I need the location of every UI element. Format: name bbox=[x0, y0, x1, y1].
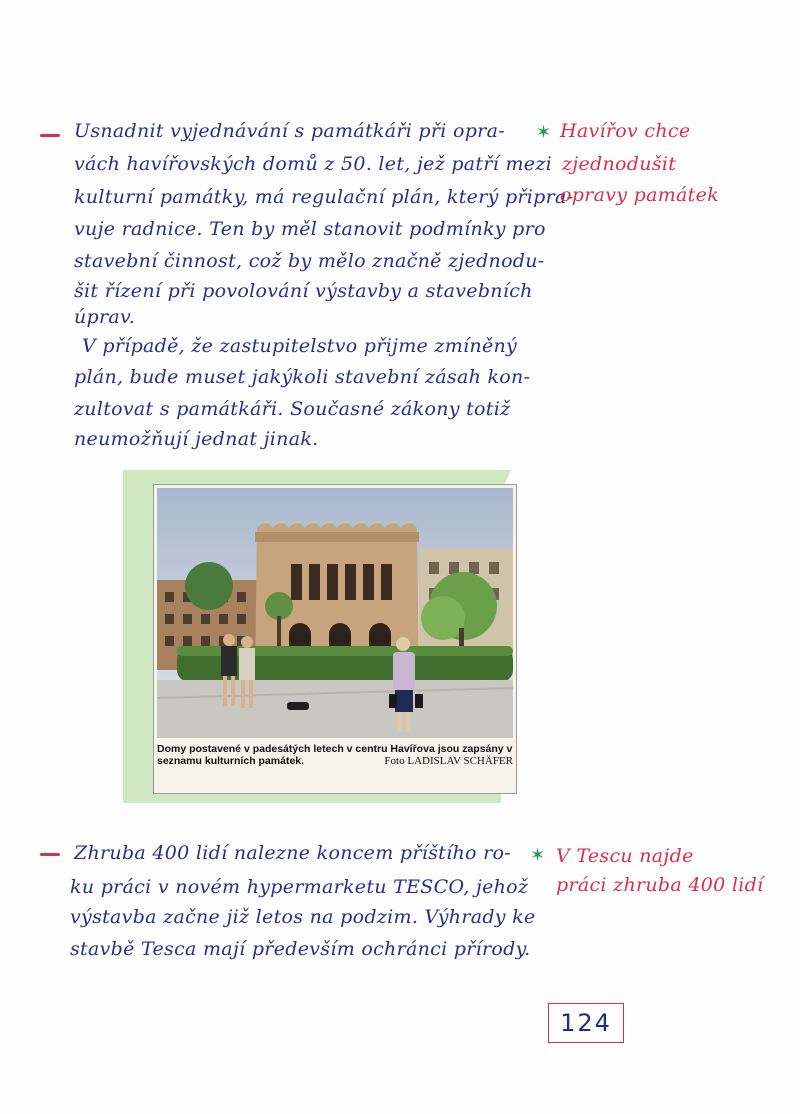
building-photo-image bbox=[157, 488, 513, 738]
text-line: vách havířovských domů z 50. let, jež patří mezi bbox=[74, 153, 553, 175]
text-line: vuje radnice. Ten by měl stanovit podmínky pro bbox=[74, 218, 546, 240]
note-line: Havířov chce bbox=[560, 120, 691, 142]
building-photo bbox=[157, 488, 513, 738]
text-line: úprav. bbox=[74, 306, 136, 328]
note-line: V Tescu najde bbox=[556, 845, 694, 867]
text-line: plán, bude muset jakýkoli stavební zásah kon- bbox=[74, 366, 531, 388]
text-line: výstavba začne již letos na podzim. Výhrady ke bbox=[70, 906, 536, 928]
text-line: neumožňují jednat jinak. bbox=[74, 428, 319, 450]
text-line: Usnadnit vyjednávání s památkáři při opra- bbox=[74, 120, 505, 142]
caption-text: Domy postavené v padesátých letech v centru Havířova jsou zapsány v seznamu kulturních památek. bbox=[157, 743, 513, 767]
star-mark-icon: ✶ bbox=[530, 845, 546, 866]
newspaper-clipping bbox=[153, 484, 517, 794]
photo-credit: Foto LADISLAV SCHÄFER bbox=[384, 755, 513, 767]
note-line: práci zhruba 400 lidí bbox=[556, 874, 764, 896]
text-line: ku práci v novém hypermarketu TESCO, jehož bbox=[70, 876, 529, 898]
text-line: V případě, že zastupitelstvo přijme zmíněný bbox=[82, 335, 518, 357]
bullet-dash bbox=[40, 134, 60, 137]
text-line: stavební činnost, což by mělo značně zjednodu- bbox=[74, 250, 545, 272]
note-line: opravy památek bbox=[560, 184, 719, 206]
text-line: Zhruba 400 lidí nalezne koncem příštího ro- bbox=[74, 842, 511, 864]
bullet-dash bbox=[40, 853, 60, 856]
page-number: 124 bbox=[548, 1003, 624, 1043]
text-line: šit řízení při povolování výstavby a stavebních bbox=[74, 280, 533, 302]
text-line: zultovat s památkáři. Současné zákony totiž bbox=[74, 398, 511, 420]
text-line: stavbě Tesca mají především ochránci přírody. bbox=[70, 938, 531, 960]
star-mark-icon: ✶ bbox=[536, 122, 552, 143]
note-line: zjednodušit bbox=[562, 153, 677, 175]
photo-caption bbox=[157, 743, 513, 767]
text-line: kulturní památky, má regulační plán, který připra- bbox=[74, 186, 574, 208]
